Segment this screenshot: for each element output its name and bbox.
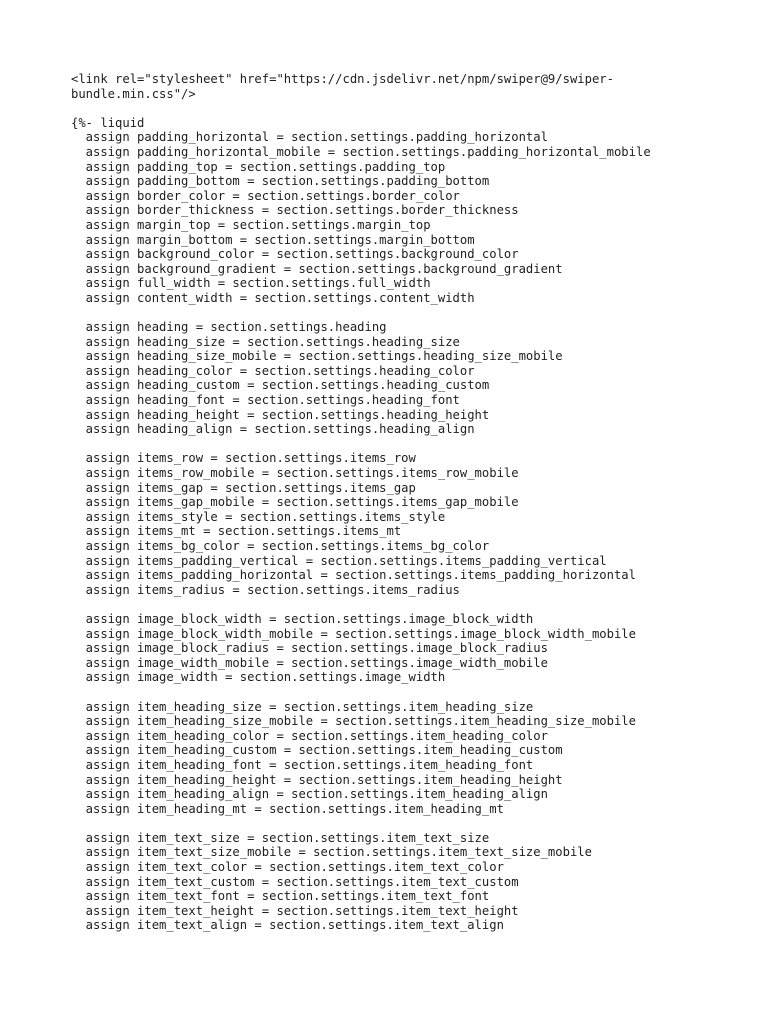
assign-statement: assign heading = section.settings.heading [71, 320, 387, 335]
assign-statement: assign item_heading_size = section.settings.item_heading_size [71, 699, 534, 714]
assign-statement: assign background_gradient = section.settings.background_gradient [71, 261, 563, 276]
assign-statement: assign items_row_mobile = section.settings.items_row_mobile [71, 466, 519, 481]
assign-statement: assign items_style = section.settings.items_style [71, 509, 446, 524]
assign-statement: assign content_width = section.settings.content_width [71, 290, 475, 305]
assign-statement: assign margin_bottom = section.settings.margin_bottom [71, 232, 475, 247]
assign-blocks [71, 130, 711, 933]
assign-statement: assign item_heading_font = section.settings.item_heading_font [71, 757, 534, 772]
assign-statement: assign border_color = section.settings.border_color [71, 188, 460, 203]
assign-statement: assign background_color = section.settings.background_color [71, 247, 519, 262]
blank-line [71, 101, 711, 116]
assign-statement: assign padding_horizontal = section.settings.padding_horizontal [71, 130, 548, 145]
assign-statement: assign padding_horizontal_mobile = section.settings.padding_horizontal_mobile [71, 144, 651, 159]
assign-statement: assign heading_align = section.settings.heading_align [71, 422, 475, 437]
assign-statement: assign items_gap = section.settings.items_gap [71, 480, 416, 495]
assign-statement: assign item_heading_align = section.settings.item_heading_align [71, 787, 548, 802]
blank-line [71, 597, 711, 612]
assign-statement: assign item_text_font = section.settings.item_text_font [71, 889, 490, 904]
code-document [71, 72, 711, 933]
assign-statement: assign heading_size_mobile = section.settings.heading_size_mobile [71, 349, 563, 364]
assign-statement: assign items_mt = section.settings.items_mt [71, 524, 402, 539]
assign-statement: assign items_bg_color = section.settings.items_bg_color [71, 539, 490, 553]
assign-statement: assign item_heading_height = section.settings.item_heading_height [71, 772, 563, 787]
assign-statement: assign items_padding_horizontal = section.settings.items_padding_horizontal [71, 568, 636, 583]
assign-statement: assign item_heading_color = section.settings.item_heading_color [71, 728, 548, 743]
assign-statement: assign heading_size = section.settings.heading_size [71, 334, 460, 349]
assign-statement: assign item_text_custom = section.settings.item_text_custom [71, 874, 519, 889]
assign-statement: assign heading_custom = section.settings.heading_custom [71, 378, 490, 393]
assign-statement: assign items_padding_vertical = section.settings.items_padding_vertical [71, 553, 607, 568]
assign-statement: assign heading_height = section.settings.heading_height [71, 407, 490, 422]
assign-statement: assign item_heading_size_mobile = section.settings.item_heading_size_mobile [71, 714, 636, 729]
link-tag-line-1: <link rel="stylesheet" href="https://cdn.jsdelivr.net/npm/swiper@9/swiper- [71, 72, 614, 86]
assign-statement: assign item_heading_custom = section.settings.item_heading_custom [71, 743, 563, 758]
assign-statement: assign full_width = section.settings.full_width [71, 276, 431, 291]
assign-statement: assign items_row = section.settings.items_row [71, 451, 416, 466]
assign-statement: assign item_heading_mt = section.settings.item_heading_mt [71, 801, 504, 816]
assign-statement: assign item_text_size_mobile = section.settings.item_text_size_mobile [71, 845, 592, 860]
blank-line [71, 306, 711, 321]
blank-line [71, 816, 711, 831]
assign-statement: assign item_text_align = section.settings.item_text_align [71, 918, 504, 933]
assign-statement: assign heading_color = section.settings.heading_color [71, 363, 475, 378]
assign-statement: assign image_block_width = section.settings.image_block_width [71, 611, 534, 626]
assign-statement: assign border_thickness = section.settings.border_thickness [71, 203, 519, 218]
liquid-open-tag: {%- liquid [71, 115, 145, 130]
blank-line [71, 685, 711, 700]
blank-line [71, 437, 711, 452]
assign-statement: assign item_text_size = section.settings.item_text_size [71, 830, 490, 845]
link-tag-line-2: bundle.min.css"/> [71, 86, 196, 101]
assign-statement: assign padding_top = section.settings.padding_top [71, 159, 446, 174]
assign-statement: assign item_text_color = section.settings.item_text_color [71, 860, 504, 875]
assign-statement: assign image_width_mobile = section.settings.image_width_mobile [71, 655, 548, 670]
assign-statement: assign items_gap_mobile = section.settings.items_gap_mobile [71, 495, 519, 510]
assign-statement: assign image_block_radius = section.settings.image_block_radius [71, 641, 548, 656]
assign-statement: assign margin_top = section.settings.margin_top [71, 217, 431, 232]
assign-statement: assign items_radius = section.settings.items_radius [71, 582, 460, 597]
assign-statement: assign image_width = section.settings.image_width [71, 670, 446, 685]
assign-statement: assign item_text_height = section.settings.item_text_height [71, 903, 519, 918]
assign-statement: assign padding_bottom = section.settings.padding_bottom [71, 174, 490, 189]
assign-statement: assign heading_font = section.settings.heading_font [71, 393, 460, 408]
assign-statement: assign image_block_width_mobile = section.settings.image_block_width_mobile [71, 626, 636, 641]
